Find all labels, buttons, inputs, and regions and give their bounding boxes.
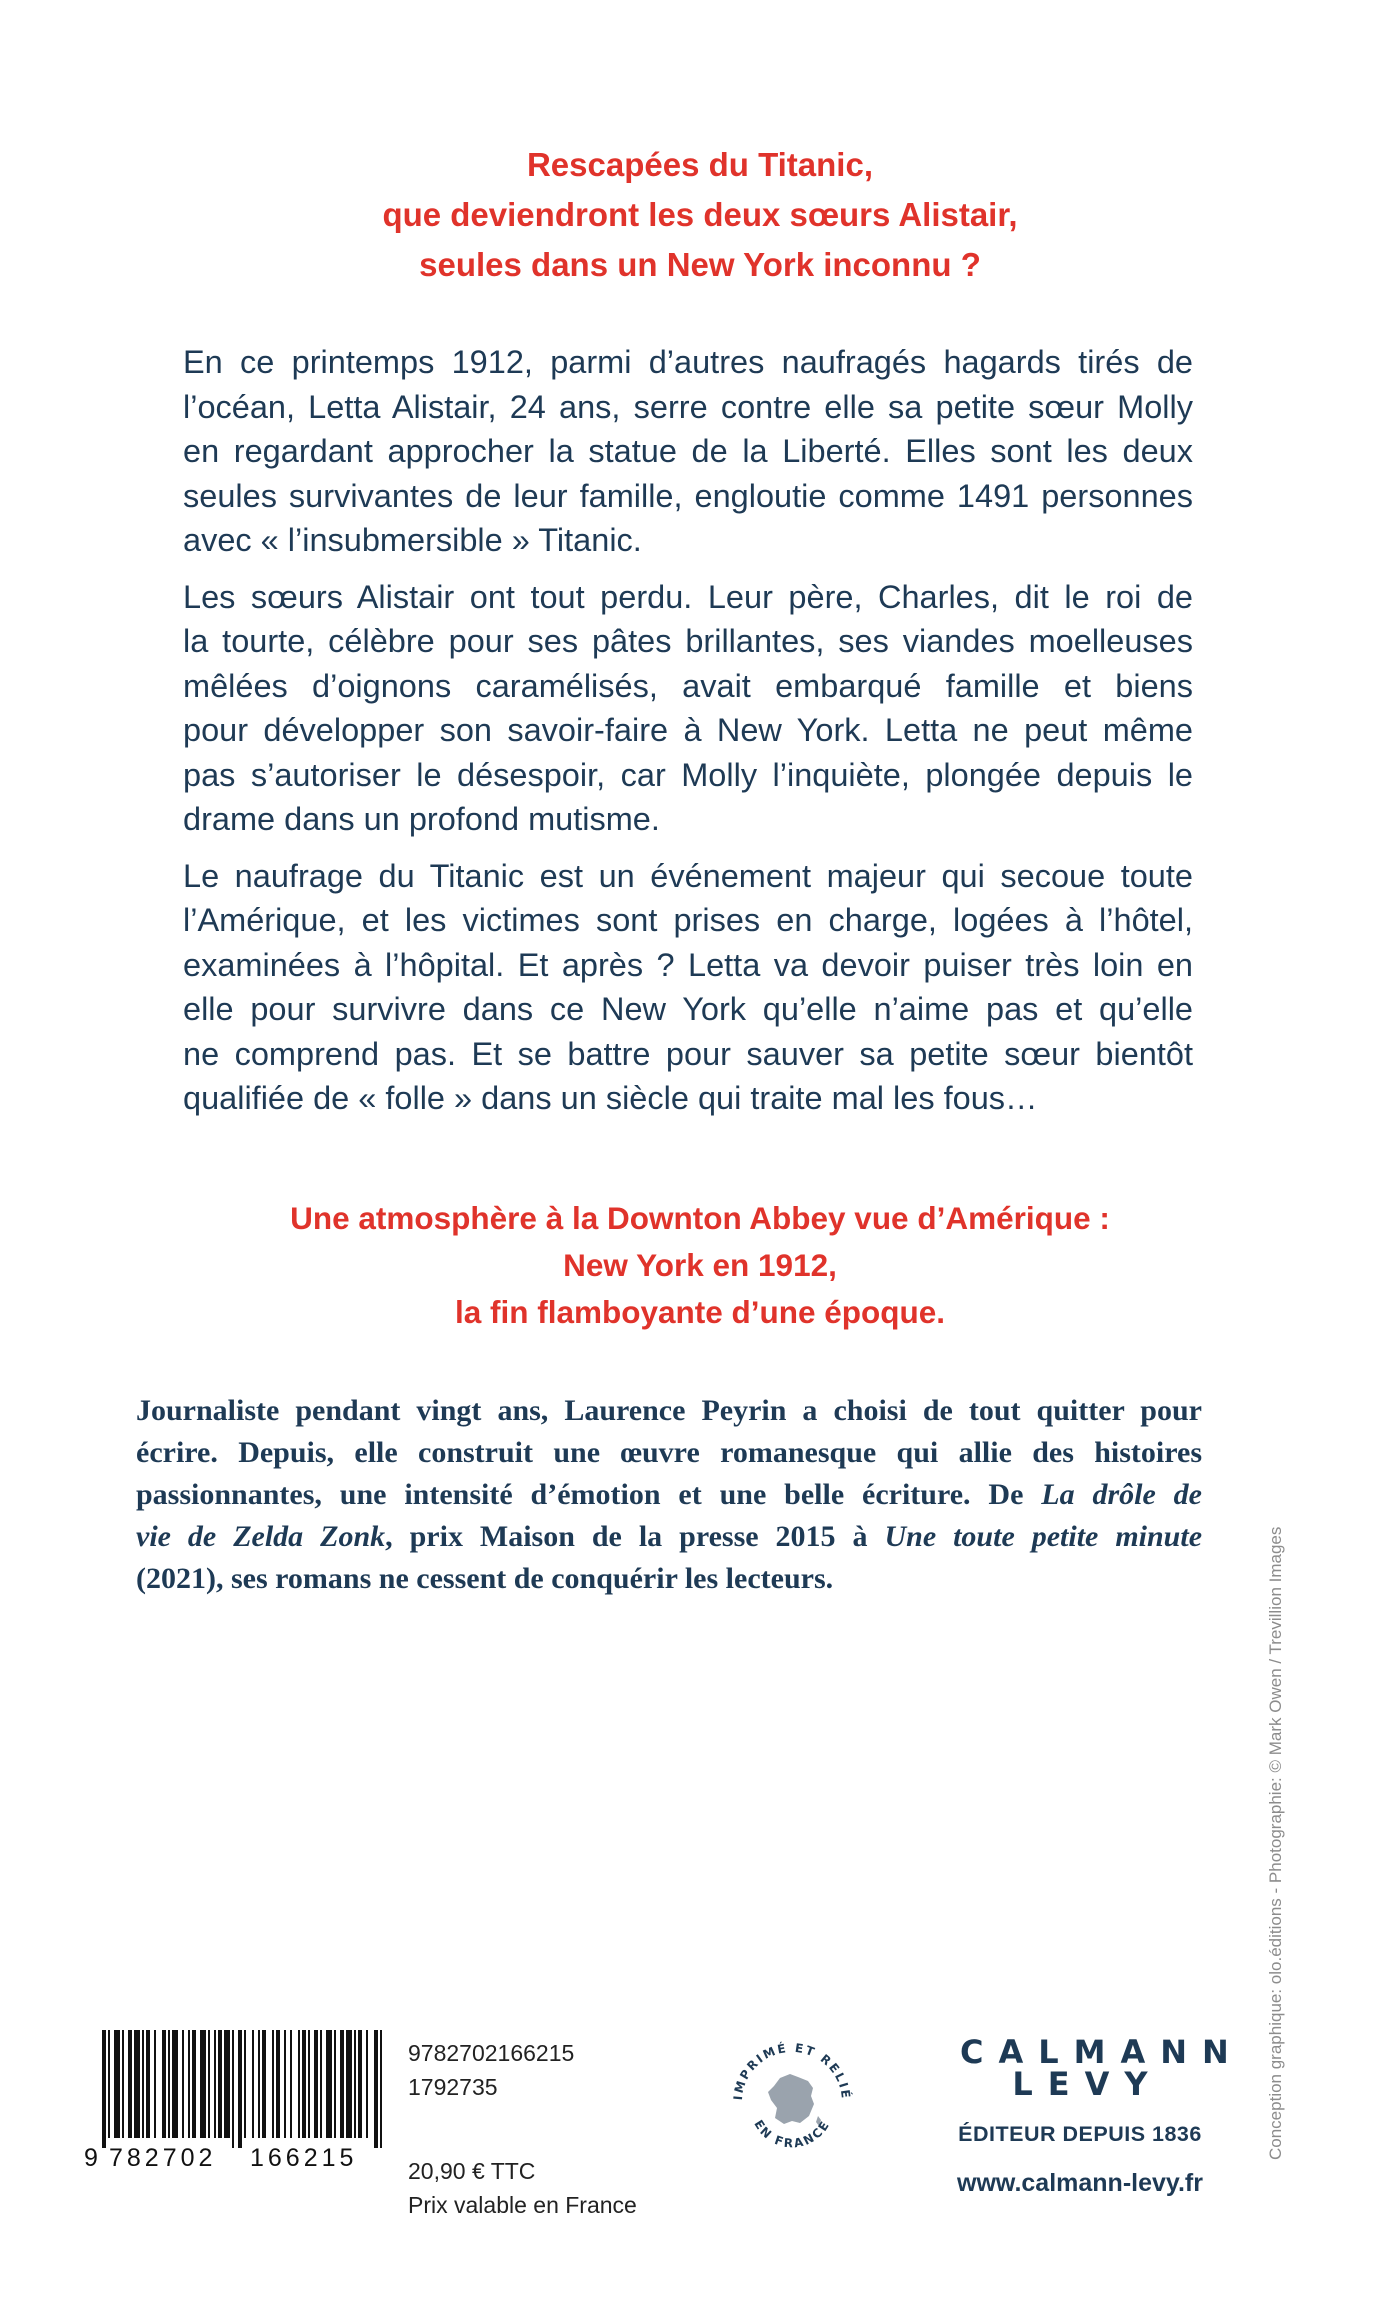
publisher-website: www.calmann-levy.fr bbox=[957, 2169, 1203, 2197]
barcode-bar bbox=[366, 2030, 368, 2138]
barcode-bar bbox=[374, 2030, 378, 2148]
svg-text:EN FRANCE bbox=[751, 2118, 832, 2151]
imprint-top-text: IMPRIMÉ ET RELIÉ bbox=[730, 2040, 854, 2101]
barcode-bar bbox=[182, 2030, 184, 2138]
barcode-bar bbox=[238, 2030, 242, 2148]
barcode-bar bbox=[142, 2030, 144, 2138]
barcode-digit-first: 9 bbox=[84, 2144, 98, 2170]
barcode-bar bbox=[214, 2030, 216, 2138]
tagline-line: Une atmosphère à la Downton Abbey vue d’Amérique : bbox=[290, 1200, 1110, 1236]
barcode-bar bbox=[290, 2030, 292, 2138]
bio-line: écrire. Depuis, elle construit une œuvre romanesque qui allie des histoires bbox=[136, 1436, 1202, 1469]
text-line: pour développer son savoir-faire à New York. Letta ne peut même bbox=[183, 712, 1193, 748]
publisher-logo bbox=[960, 2033, 1244, 2103]
text-line: ne comprend pas. Et se battre pour sauver sa petite sœur bientôt bbox=[183, 1035, 1193, 1072]
barcode-bar bbox=[252, 2030, 254, 2138]
text-line: avec « l’insubmersible » Titanic. bbox=[183, 522, 642, 558]
barcode-bar bbox=[314, 2030, 318, 2138]
summary-paragraph-1 bbox=[183, 340, 1193, 563]
barcode bbox=[82, 2030, 388, 2170]
barcode-bar bbox=[200, 2030, 206, 2138]
barcode-bar bbox=[218, 2030, 222, 2138]
barcode-bar bbox=[146, 2030, 150, 2138]
publisher-since: ÉDITEUR DEPUIS 1836 bbox=[958, 2122, 1202, 2146]
headline bbox=[150, 140, 1250, 290]
price: 20,90 € TTC bbox=[408, 2158, 536, 2184]
barcode-bar bbox=[168, 2030, 170, 2138]
bio-text: passionnantes, une intensité d’émotion et une belle écriture. De bbox=[136, 1478, 1024, 1511]
text-line: elle pour survivre dans ce New York qu’elle n’aime pas et qu’elle bbox=[183, 991, 1193, 1027]
barcode-bar bbox=[380, 2030, 382, 2148]
barcode-bar bbox=[108, 2030, 110, 2138]
barcode-bar bbox=[262, 2030, 266, 2138]
barcode-bar bbox=[354, 2030, 356, 2138]
author-bio bbox=[136, 1390, 1202, 1600]
summary-paragraph-2 bbox=[183, 575, 1193, 842]
barcode-bar bbox=[326, 2030, 332, 2138]
publisher-name-line-1: CALMANN bbox=[960, 2033, 1244, 2071]
book-title: Une toute petite minute bbox=[884, 1520, 1203, 1553]
imprint-badge bbox=[720, 2028, 865, 2173]
barcode-bar bbox=[298, 2030, 300, 2138]
text-line: qualifiée de « folle » dans un siècle qui traite mal les fous… bbox=[183, 1080, 1038, 1116]
barcode-bar bbox=[162, 2030, 166, 2138]
barcode-bar bbox=[346, 2030, 352, 2138]
text-line: En ce printemps 1912, parmi d’autres naufragés hagards tirés de bbox=[183, 344, 1193, 380]
barcode-bar bbox=[258, 2030, 260, 2138]
barcode-bar bbox=[320, 2030, 322, 2138]
internal-code: 1792735 bbox=[408, 2074, 498, 2100]
publisher-block bbox=[945, 2033, 1244, 2198]
bio-line: Journaliste pendant vingt ans, Laurence Peyrin a choisi de tout quitter pour bbox=[136, 1394, 1202, 1427]
barcode-bar bbox=[244, 2030, 246, 2138]
barcode-bar bbox=[340, 2030, 344, 2138]
barcode-bar bbox=[208, 2030, 210, 2138]
summary-text bbox=[183, 340, 1193, 1133]
barcode-bar bbox=[358, 2030, 362, 2138]
book-title: La drôle de bbox=[1041, 1478, 1202, 1511]
text-line: l’Amérique, et les victimes sont prises en charge, logées à l’hôtel, bbox=[183, 902, 1193, 938]
bio-line: (2021), ses romans ne cessent de conquérir les lecteurs. bbox=[136, 1562, 834, 1595]
barcode-bar bbox=[172, 2030, 178, 2138]
barcode-bar bbox=[232, 2030, 234, 2148]
barcode-bar bbox=[308, 2030, 310, 2138]
publisher-name-line-2: LEVY bbox=[1012, 2065, 1163, 2103]
headline-line: que deviendront les deux sœurs Alistair, bbox=[382, 196, 1018, 233]
text-line: mêlées d’oignons caramélisés, avait embarqué famille et biens bbox=[183, 667, 1193, 704]
barcode-bar bbox=[134, 2030, 140, 2138]
text-line: pas s’autoriser le désespoir, car Molly l’inquiète, plongée depuis le bbox=[183, 756, 1193, 793]
barcode-group-1: 782702 bbox=[109, 2144, 217, 2170]
barcode-bar bbox=[102, 2030, 106, 2148]
text-line: seules survivantes de leur famille, engloutie comme 1491 personnes bbox=[183, 477, 1193, 514]
tagline-line: la fin flamboyante d’une époque. bbox=[454, 1294, 946, 1330]
text-line: la tourte, célèbre pour ses pâtes brillantes, ses viandes moelleuses bbox=[183, 623, 1193, 659]
barcode-bar bbox=[114, 2030, 120, 2138]
text-line: drame dans un profond mutisme. bbox=[183, 801, 660, 837]
barcode-bar bbox=[284, 2030, 286, 2138]
headline-line: seules dans un New York inconnu ? bbox=[419, 246, 981, 283]
barcode-bar bbox=[302, 2030, 306, 2138]
france-map-icon bbox=[768, 2074, 821, 2126]
tagline bbox=[150, 1195, 1250, 1336]
barcode-bar bbox=[122, 2030, 124, 2138]
barcode-group-2: 166215 bbox=[250, 2144, 358, 2170]
text-line: en regardant approcher la statue de la Liberté. Elles sont les deux bbox=[183, 433, 1193, 469]
barcode-bar bbox=[224, 2030, 230, 2138]
barcode-bar bbox=[334, 2030, 336, 2138]
text-line: examinées à l’hôpital. Et après ? Letta va devoir puiser très loin en bbox=[183, 946, 1193, 983]
barcode-bar bbox=[128, 2030, 132, 2138]
isbn: 9782702166215 bbox=[408, 2040, 575, 2066]
text-line: l’océan, Letta Alistair, 24 ans, serre contre elle sa petite sœur Molly bbox=[183, 388, 1193, 425]
tagline-line: New York en 1912, bbox=[563, 1247, 837, 1283]
text-line: Le naufrage du Titanic est un événement majeur qui secoue toute bbox=[183, 857, 1193, 894]
barcode-bar bbox=[272, 2030, 274, 2138]
imprint-bottom-text: EN FRANCE bbox=[751, 2117, 833, 2151]
text-line: Les sœurs Alistair ont tout perdu. Leur père, Charles, dit le roi de bbox=[183, 578, 1193, 615]
book-title: vie de Zelda Zonk bbox=[136, 1520, 386, 1553]
barcode-bar bbox=[276, 2030, 280, 2138]
publication-info bbox=[408, 2036, 637, 2222]
barcode-bar bbox=[192, 2030, 196, 2138]
bio-line bbox=[136, 1516, 1202, 1558]
bio-text: , prix Maison de la presse 2015 à bbox=[385, 1520, 868, 1553]
bio-line bbox=[136, 1474, 1202, 1516]
barcode-bars bbox=[102, 2030, 382, 2148]
summary-paragraph-3 bbox=[183, 854, 1193, 1121]
barcode-bar bbox=[154, 2030, 156, 2138]
price-validity: Prix valable en France bbox=[408, 2192, 637, 2218]
photo-credits: Conception graphique: olo.éditions - Photographie: © Mark Owen / Trevillion Images bbox=[1266, 1526, 1285, 2160]
barcode-bar bbox=[188, 2030, 190, 2138]
headline-line: Rescapées du Titanic, bbox=[526, 146, 874, 183]
